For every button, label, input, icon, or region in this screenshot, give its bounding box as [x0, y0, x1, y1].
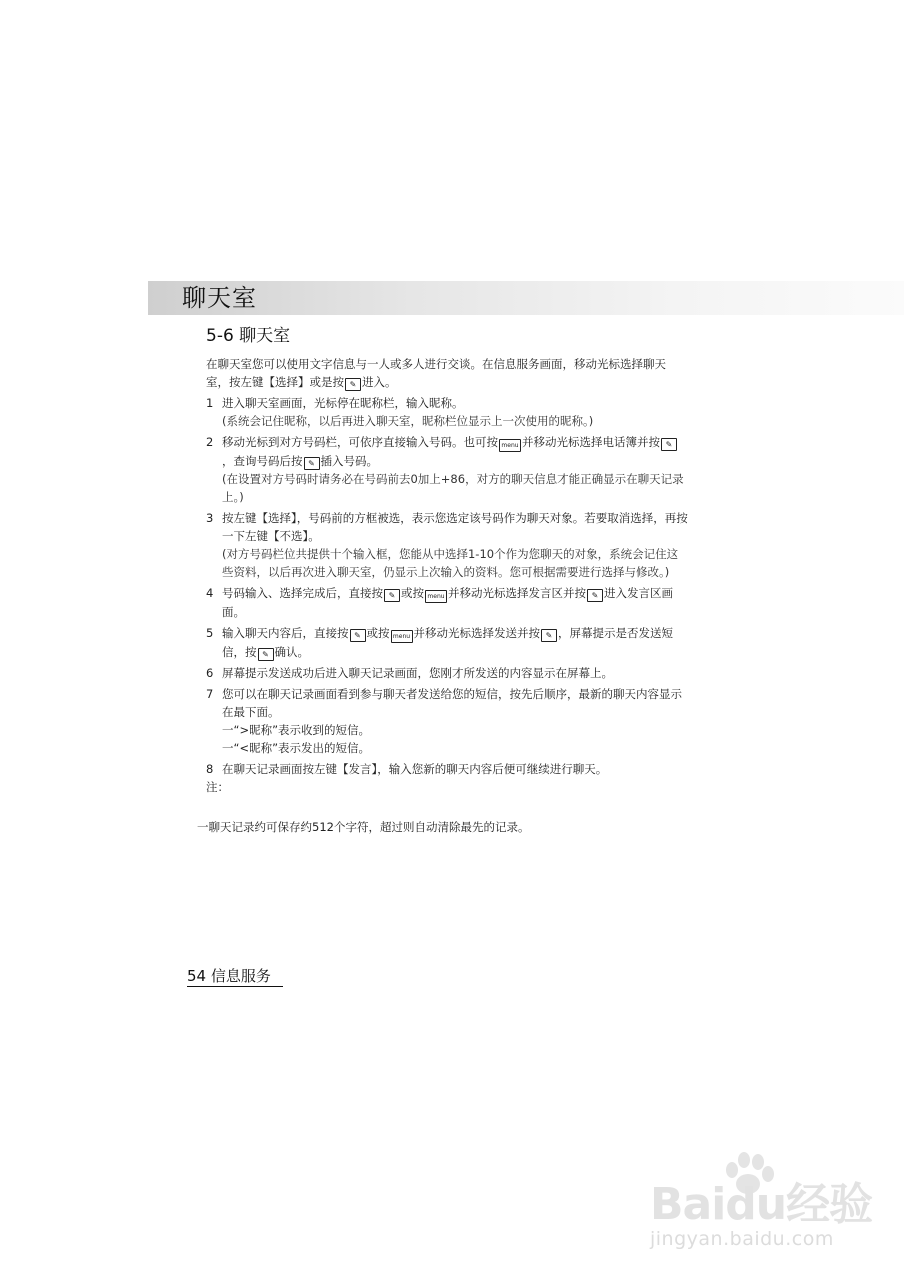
item-sub-line: 一“>昵称”表示收到的短信。 — [222, 723, 371, 737]
watermark-logo: Baidu经验 — [650, 1179, 873, 1230]
item-note: (系统会记住昵称，以后再进入聊天室，昵称栏位显示上一次使用的昵称。) — [222, 414, 594, 428]
page-footer: 54 信息服务 — [187, 966, 283, 987]
document-body — [206, 355, 688, 796]
note-label: 注： — [206, 780, 229, 794]
list-item: 4 号码输入、选择完成后，直接按 ✎ 或按 menu 并移动光标选择发言区并按 ✎ 进入发言区画面。 — [206, 586, 673, 619]
watermark-url: jingyan.baidu.com — [650, 1228, 834, 1250]
section-title: 5-6 聊天室 — [206, 326, 291, 346]
note-text: 一聊天记录约可保存约512个字符，超过则自动清除最先的记录。 — [197, 820, 530, 834]
watermark — [640, 1150, 880, 1260]
item-note: (对方号码栏位共提供十个输入框，您能从中选择1-10个作为您聊天的对象，系统会记住这些资料，以后再次进入聊天室，仍显示上次输入的资料。您可根据需要进行选择与修改。) — [222, 547, 679, 579]
send-key-icon: ✎ — [384, 589, 400, 602]
item-number: 5 — [206, 626, 214, 640]
item-number: 4 — [206, 586, 214, 600]
list-item: 6 屏幕提示发送成功后进入聊天记录画面，您刚才所发送的内容显示在屏幕上。 — [206, 666, 613, 680]
intro-paragraph: 在聊天室您可以使用文字信息与一人或多人进行交谈。在信息服务画面，移动光标选择聊天室，按左键【选择】或是按 ✎ 进入。 — [206, 357, 666, 389]
list-item: 1 进入聊天室画面，光标停在昵称栏，输入昵称。 (系统会记住昵称，以后再进入聊天室，昵称栏位显示上一次使用的昵称。) — [206, 394, 688, 430]
item-sub-line: 一“<昵称”表示发出的短信。 — [222, 741, 371, 755]
item-number: 8 — [206, 762, 214, 776]
list-item: 3 按左键【选择】，号码前的方框被选，表示您选定该号码作为聊天对象。若要取消选择，再按一下左键【不选】。 (对方号码栏位共提供十个输入框，您能从中选择1-10个作为您聊天的对象，系统会记住这些资料，以后再次进入聊天室，仍显示上次输入的资料。您可根据需要进行选择与修改。) — [206, 511, 688, 579]
list-item: 8 在聊天记录画面按左键【发言】，输入您新的聊天内容后便可继续进行聊天。 — [206, 762, 608, 776]
menu-key-icon: menu — [391, 630, 413, 643]
item-number: 2 — [206, 435, 214, 449]
item-number: 3 — [206, 511, 214, 525]
page-title: 聊天室 — [182, 284, 257, 312]
send-key-icon: ✎ — [345, 378, 361, 391]
item-note: (在设置对方号码时请务必在号码前去0加上+86，对方的聊天信息才能正确显示在聊天记录上。) — [222, 472, 684, 504]
send-key-icon: ✎ — [304, 457, 320, 470]
send-key-icon: ✎ — [541, 629, 557, 642]
menu-key-icon: menu — [499, 439, 521, 452]
list-item: 5 输入聊天内容后，直接按 ✎ 或按 menu 并移动光标选择发送并按 ✎ ，屏幕提示是否发送短信，按 ✎ 确认。 — [206, 626, 673, 659]
list-item: 2 移动光标到对方号码栏，可依序直接输入号码。也可按 menu 并移动光标选择电话簿并按 ✎，查询号码后按 ✎ 插入号码。 (在设置对方号码时请务必在号码前去0加上+86，对方的聊天信息才能正确显示在聊天记录上。) — [206, 433, 688, 506]
send-key-icon: ✎ — [258, 648, 274, 661]
menu-key-icon: menu — [425, 590, 447, 603]
item-number: 7 — [206, 687, 214, 701]
list-item: 7 您可以在聊天记录画面看到参与聊天者发送给您的短信，按先后顺序，最新的聊天内容显示在最下面。 — [206, 687, 682, 719]
item-number: 6 — [206, 666, 214, 680]
title-banner — [148, 281, 904, 315]
item-number: 1 — [206, 396, 214, 410]
send-key-icon: ✎ — [587, 589, 603, 602]
send-key-icon: ✎ — [661, 438, 677, 451]
send-key-icon: ✎ — [350, 629, 366, 642]
